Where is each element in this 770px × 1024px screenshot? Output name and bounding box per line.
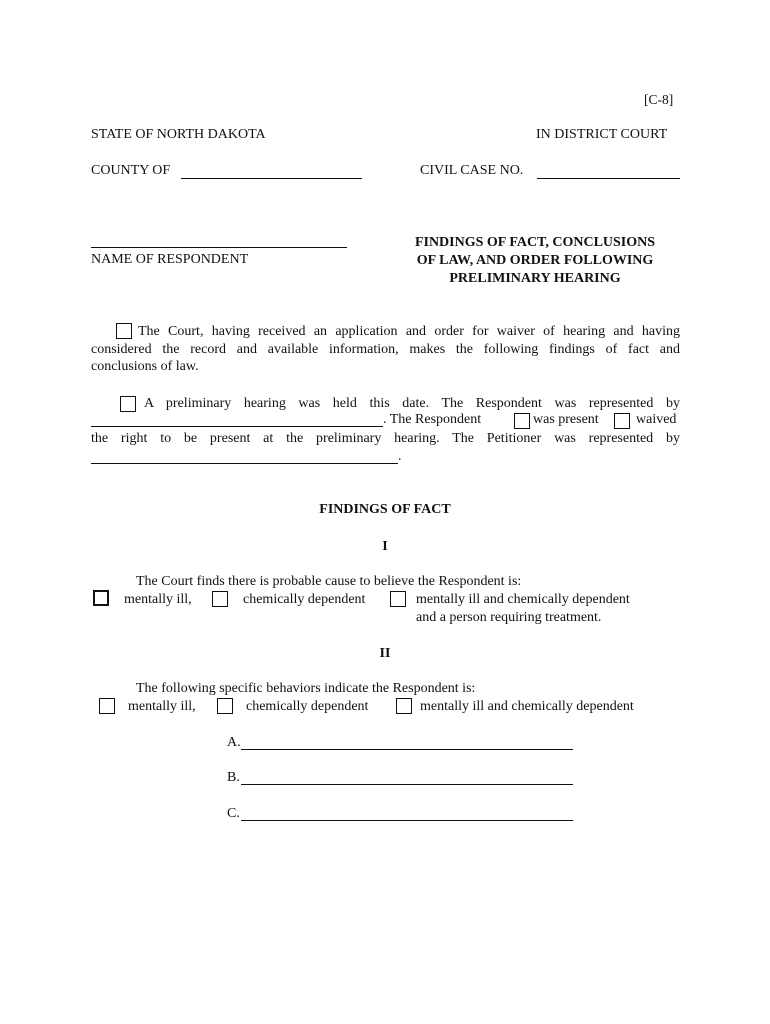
behavior-b-label: B. [227,770,240,785]
section-1-numeral: I [382,539,388,554]
s1-chemically-dependent-label: chemically dependent [243,592,366,607]
behavior-b-field[interactable] [241,784,573,785]
hearing-line-2-text: . The Respondent [383,412,482,427]
case-number-label: CIVIL CASE NO. [420,163,524,178]
s2-both-checkbox[interactable] [396,698,412,714]
findings-heading: FINDINGS OF FACT [319,502,451,517]
section-1-intro: The Court finds there is probable cause to believe the Respondent is: [136,574,522,589]
form-code: [C-8] [644,92,674,107]
case-number-field[interactable] [537,178,680,179]
hearing-checkbox[interactable] [120,396,136,412]
hearing-line-1: A preliminary hearing was held this date. The Respondent was represented by [144,396,680,411]
hearing-line-4-end: . [398,449,402,464]
was-present-checkbox[interactable] [514,413,530,429]
behavior-a-field[interactable] [241,749,573,750]
s1-both-checkbox[interactable] [390,591,406,607]
s1-both-label-cont: and a person requiring treatment. [416,610,602,625]
hearing-line-3: the right to be present at the preliminary hearing. The Petitioner was represented by [91,431,680,446]
behavior-c-field[interactable] [241,820,573,821]
title-line-2: OF LAW, AND ORDER FOLLOWING [416,253,654,268]
s2-chemically-dependent-label: chemically dependent [246,699,369,714]
title-line-3: PRELIMINARY HEARING [449,271,621,286]
s2-both-label: mentally ill and chemically dependent [420,699,634,714]
waived-checkbox[interactable] [614,413,630,429]
s2-mentally-ill-checkbox[interactable] [99,698,115,714]
state-label: STATE OF NORTH DAKOTA [91,127,266,142]
waiver-line-3: conclusions of law. [91,359,199,374]
s1-mentally-ill-label: mentally ill, [124,592,192,607]
section-2-intro: The following specific behaviors indicate the Respondent is: [136,681,476,696]
waiver-line-1: The Court, having received an application and order for waiver of hearing and having [138,324,680,339]
waiver-line-2: considered the record and available information, makes the following findings of fact and [91,342,680,357]
county-field[interactable] [181,178,362,179]
document-title [390,234,680,288]
respondent-name-field[interactable] [91,247,347,248]
county-label: COUNTY OF [91,163,171,178]
s2-chemically-dependent-checkbox[interactable] [217,698,233,714]
s1-mentally-ill-checkbox[interactable] [93,590,109,606]
s2-mentally-ill-label: mentally ill, [128,699,196,714]
title-line-1: FINDINGS OF FACT, CONCLUSIONS [414,235,656,250]
section-2-numeral: II [379,646,391,661]
behavior-a-label: A. [227,735,241,750]
s1-chemically-dependent-checkbox[interactable] [212,591,228,607]
waived-label: waived [636,412,677,427]
respondent-label: NAME OF RESPONDENT [91,252,249,267]
behavior-c-label: C. [227,806,240,821]
s1-both-label: mentally ill and chemically dependent [416,592,630,607]
was-present-label: was present [533,412,599,427]
petitioner-attorney-field[interactable] [91,463,398,464]
respondent-attorney-field[interactable] [91,426,383,427]
court-label: IN DISTRICT COURT [536,127,668,142]
waiver-checkbox[interactable] [116,323,132,339]
